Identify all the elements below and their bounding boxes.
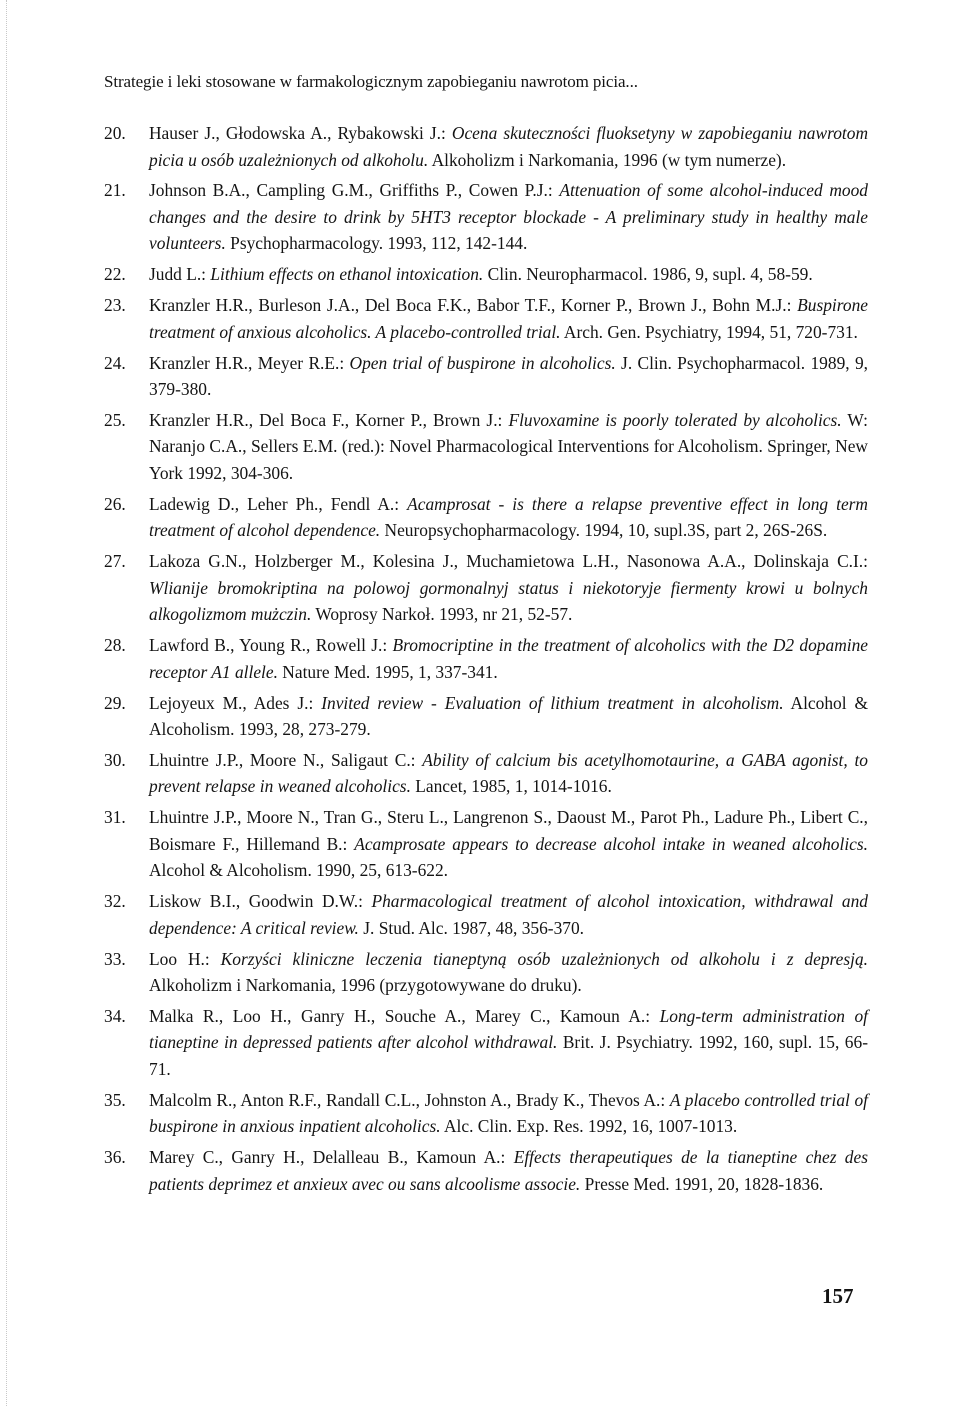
reference-title: Long-term administration of tianeptine in depressed patients after alcohol withdrawal. (149, 1005, 868, 1053)
reference-item (104, 1087, 868, 1140)
reference-authors: Lhuintre J.P., Moore N., Tran G., Steru L., Langrenon S., Daoust M., Parot Ph., Ladure Ph., Libert C., Boismare F., Hillemand B.: (149, 807, 868, 854)
reference-authors: Judd L.: (149, 264, 211, 285)
reference-item (104, 747, 868, 800)
reference-number: 35. (104, 1089, 126, 1110)
reference-item (104, 888, 868, 941)
reference-source: Alc. Clin. Exp. Res. 1992, 16, 1007-1013. (440, 1116, 738, 1137)
reference-authors: Lejoyeux M., Ades J.: (149, 692, 322, 713)
reference-title: Wlianije bromokriptina na polowoj gormonalnyj status i niekotoryje fiermenty krowi u bolnych alkogolizmom mużczin. (149, 577, 868, 625)
reference-source: J. Stud. Alc. 1987, 48, 356-370. (358, 917, 585, 938)
reference-text (149, 690, 868, 743)
reference-number: 36. (104, 1147, 126, 1168)
reference-number: 21. (104, 180, 126, 201)
reference-text (149, 888, 868, 941)
reference-text (149, 1003, 868, 1083)
reference-number: 27. (104, 551, 126, 572)
reference-item (104, 350, 868, 403)
reference-source: J. Clin. Psychopharmacol. 1989, 9, 379-380. (149, 352, 868, 400)
reference-text (149, 407, 868, 487)
reference-authors: Malka R., Loo H., Ganry H., Souche A., Marey C., Kamoun A.: (149, 1005, 660, 1026)
reference-authors: Lhuintre J.P., Moore N., Saligaut C.: (149, 749, 423, 770)
reference-number: 26. (104, 493, 126, 514)
reference-title: A placebo controlled trial of buspirone in anxious inpatient alcoholics. (149, 1089, 868, 1137)
reference-number: 22. (104, 264, 126, 285)
reference-title: Buspirone treatment of anxious alcoholics. A placebo-controlled trial. (149, 295, 868, 342)
reference-title: Ocena skuteczności fluoksetyny w zapobieganiu nawrotom picia u osób uzależnionych od alkoholu. (149, 123, 869, 170)
reference-title: Acamprosate appears to decrease alcohol intake in weaned alcoholics. (354, 833, 868, 854)
reference-text (149, 946, 868, 999)
reference-title: Attenuation of some alcohol-induced mood changes and the desire to drink by 5HT3 receptor blockade - A preliminary study in healthy male volunteers. (149, 180, 868, 254)
reference-number: 25. (104, 409, 126, 430)
reference-item (104, 548, 868, 628)
page-edge-divider (6, 0, 7, 1406)
reference-source: Nature Med. 1995, 1, 337-341. (277, 661, 498, 682)
reference-source: W: Naranjo C.A., Sellers E.M. (red.): Novel Pharmacological Interventions for Alcoholism. Springer, New York 1992, 304-306. (149, 409, 868, 483)
reference-title: Acamprosat - is there a relapse preventive effect in long term treatment of alcohol dependence. (149, 493, 868, 541)
reference-text (149, 491, 868, 544)
reference-authors: Hauser J., Głodowska A., Rybakowski J.: (149, 123, 452, 143)
reference-list (104, 120, 868, 1202)
reference-text (149, 804, 868, 884)
reference-authors: Loo H.: (149, 948, 221, 969)
reference-authors: Kranzler H.R., Meyer R.E.: (149, 352, 350, 373)
reference-authors: Kranzler H.R., Burleson J.A., Del Boca F.K., Babor T.F., Korner P., Brown J., Bohn M.J.: (149, 295, 798, 316)
running-header: Strategie i leki stosowane w farmakologicznym zapobieganiu nawrotom picia... (104, 72, 638, 91)
reference-title: Bromocriptine in the treatment of alcoholics with the D2 dopamine receptor A1 allele. (149, 635, 868, 682)
reference-number: 34. (104, 1005, 126, 1026)
reference-source: Psychopharmacology. 1993, 112, 142-144. (225, 233, 528, 254)
reference-item (104, 177, 868, 257)
reference-text (149, 632, 868, 685)
reference-number: 33. (104, 948, 126, 969)
reference-number: 23. (104, 295, 126, 316)
reference-text (149, 177, 868, 257)
reference-source: Clin. Neuropharmacol. 1986, 9, supl. 4, 58-59. (483, 264, 813, 285)
reference-source: Lancet, 1985, 1, 1014-1016. (410, 776, 612, 797)
reference-text (149, 1087, 868, 1140)
reference-item (104, 491, 868, 544)
reference-text (149, 747, 868, 800)
reference-source: Brit. J. Psychiatry. 1992, 160, supl. 15, 66-71. (149, 1032, 868, 1079)
reference-title: Lithium effects on ethanol intoxication. (210, 264, 484, 285)
reference-item (104, 292, 868, 345)
reference-authors: Liskow B.I., Goodwin D.W.: (149, 891, 372, 912)
reference-item (104, 407, 868, 487)
reference-number: 32. (104, 891, 126, 912)
reference-text (149, 350, 868, 403)
reference-item (104, 804, 868, 884)
reference-number: 20. (104, 123, 126, 143)
page-number: 157 (822, 1284, 854, 1308)
reference-authors: Lakoza G.N., Holzberger M., Kolesina J., Muchamietowa L.H., Nasonowa A.A., Dolinskaja C.I.: (149, 551, 868, 572)
reference-title: Korzyści kliniczne leczenia tianeptyną osób uzależnionych od alkoholu i z depresją. (220, 948, 868, 969)
reference-item (104, 690, 868, 743)
reference-source: Alcohol & Alcoholism. 1990, 25, 613-622. (149, 860, 449, 881)
reference-item (104, 1003, 868, 1083)
reference-source: Alcohol & Alcoholism. 1993, 28, 273-279. (149, 692, 868, 740)
reference-item (104, 120, 868, 173)
reference-authors: Ladewig D., Leher Ph., Fendl A.: (149, 493, 408, 514)
reference-item (104, 1144, 868, 1197)
reference-source: Neuropsychopharmacology. 1994, 10, supl.3S, part 2, 26S-26S. (380, 520, 828, 541)
reference-title: Ability of calcium bis acetylhomotaurine, a GABA agonist, to prevent relapse in weaned alcoholics. (149, 749, 868, 797)
reference-title: Effects therapeutiques de la tianeptine chez des patients deprimez et anxieux avec ou sans alcoolisme associe. (149, 1147, 868, 1194)
reference-text (149, 1144, 868, 1197)
reference-authors: Marey C., Ganry H., Delalleau B., Kamoun A.: (149, 1147, 514, 1168)
reference-source: Alkoholizm i Narkomania, 1996 (przygotowywane do druku). (149, 975, 582, 996)
reference-authors: Johnson B.A., Campling G.M., Griffiths P., Cowen P.J.: (149, 180, 560, 201)
reference-number: 29. (104, 692, 126, 713)
reference-item (104, 261, 868, 288)
reference-text (149, 292, 868, 345)
reference-text (149, 548, 868, 628)
reference-source: Arch. Gen. Psychiatry, 1994, 51, 720-731. (560, 321, 858, 342)
reference-authors: Lawford B., Young R., Rowell J.: (149, 635, 393, 656)
reference-number: 31. (104, 807, 126, 828)
reference-source: Presse Med. 1991, 20, 1828-1836. (580, 1173, 824, 1194)
reference-number: 24. (104, 352, 126, 373)
reference-title: Fluvoxamine is poorly tolerated by alcoholics. (508, 409, 842, 430)
reference-text (149, 120, 868, 173)
reference-item (104, 946, 868, 999)
reference-number: 28. (104, 635, 126, 656)
reference-authors: Kranzler H.R., Del Boca F., Korner P., Brown J.: (149, 409, 509, 430)
reference-title: Open trial of buspirone in alcoholics. (349, 352, 616, 373)
reference-number: 30. (104, 749, 126, 770)
reference-item (104, 632, 868, 685)
reference-text (149, 261, 868, 288)
reference-source: Alkoholizm i Narkomania, 1996 (w tym numerze). (428, 149, 787, 170)
reference-source: Woprosy Narkoł. 1993, nr 21, 52-57. (311, 604, 573, 625)
reference-authors: Malcolm R., Anton R.F., Randall C.L., Johnston A., Brady K., Thevos A.: (149, 1089, 670, 1110)
reference-title: Pharmacological treatment of alcohol intoxication, withdrawal and dependence: A critical review. (149, 891, 868, 938)
reference-title: Invited review - Evaluation of lithium treatment in alcoholism. (321, 692, 784, 713)
